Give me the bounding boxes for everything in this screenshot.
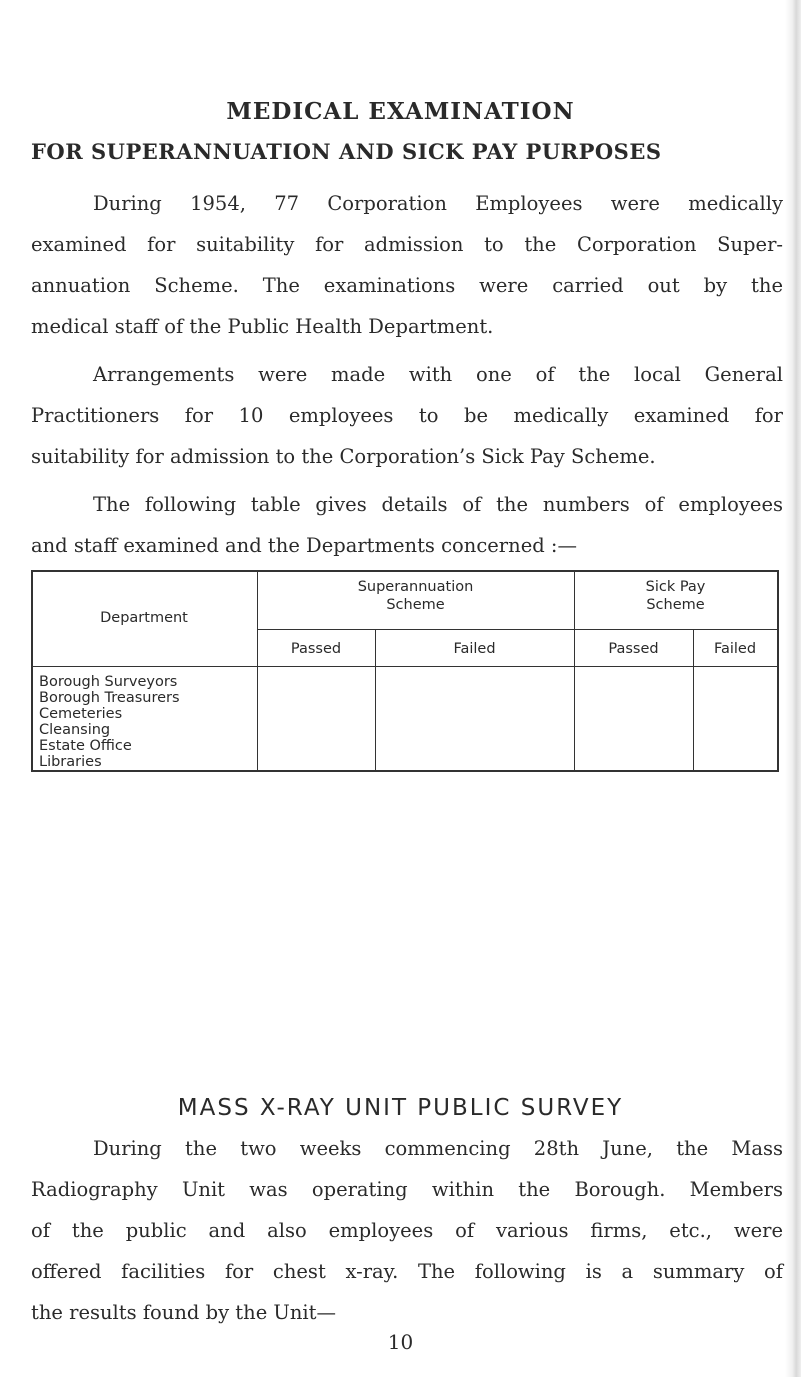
text-line: suitability for admission to the Corporation’s Sick Pay Scheme. xyxy=(31,445,656,468)
header-sick-pay-line2: Scheme xyxy=(646,597,705,613)
text-line: During the two weeks commencing 28th June, the Mass xyxy=(93,1137,783,1160)
header-superannuation-line1: Superannuation xyxy=(357,579,474,595)
header-sick-failed: Failed xyxy=(713,641,757,657)
header-sick-pay-line1: Sick Pay xyxy=(645,579,706,595)
text-line: the results found by the Unit— xyxy=(31,1301,336,1324)
paragraph-sick-pay xyxy=(31,354,783,477)
page-number: 10 xyxy=(387,1330,414,1354)
text-line: annuation Scheme. The examinations were carried out by the xyxy=(31,274,783,297)
header-sick-passed: Passed xyxy=(608,641,659,657)
cell-department: Libraries xyxy=(39,754,102,770)
text-line: Radiography Unit was operating within the Borough. Members xyxy=(31,1178,783,1201)
text-line: Arrangements were made with one of the local General xyxy=(93,363,783,386)
text-line: and staff examined and the Departments concerned :— xyxy=(31,534,577,557)
header-superannuation-line2: Scheme xyxy=(386,597,445,613)
page-subtitle: FOR SUPERANNUATION AND SICK PAY PURPOSES xyxy=(31,139,662,164)
cell-department: Borough Surveyors xyxy=(39,674,178,690)
cell-department: Cleansing xyxy=(39,722,111,738)
paragraph-table-intro xyxy=(31,484,783,566)
header-department: Department xyxy=(100,610,188,626)
header-super-passed: Passed xyxy=(290,641,342,657)
section-heading-mass-xray: MASS X-RAY UNIT PUBLIC SURVEY xyxy=(177,1095,624,1121)
cell-department: Cemeteries xyxy=(39,706,123,722)
text-line: of the public and also employees of various firms, etc., were xyxy=(31,1219,783,1242)
page-edge-shadow xyxy=(785,0,801,1377)
examinations-table-grid xyxy=(31,564,777,774)
paragraph-superannuation xyxy=(31,183,783,347)
text-line: During 1954, 77 Corporation Employees were medically xyxy=(93,192,783,215)
cell-department: Estate Office xyxy=(39,738,132,754)
text-line: offered facilities for chest x-ray. The following is a summary of xyxy=(31,1260,783,1283)
page-title: MEDICAL EXAMINATION xyxy=(226,98,575,125)
text-line: Practitioners for 10 employees to be medically examined for xyxy=(31,404,783,427)
cell-department: Borough Treasurers xyxy=(39,690,180,706)
text-line: The following table gives details of the numbers of employees xyxy=(93,493,783,516)
text-line: examined for suitability for admission to the Corporation Super- xyxy=(31,233,783,256)
paragraph-mass-xray xyxy=(31,1128,783,1333)
header-super-failed: Failed xyxy=(453,641,496,657)
text-line: medical staff of the Public Health Department. xyxy=(31,315,494,338)
